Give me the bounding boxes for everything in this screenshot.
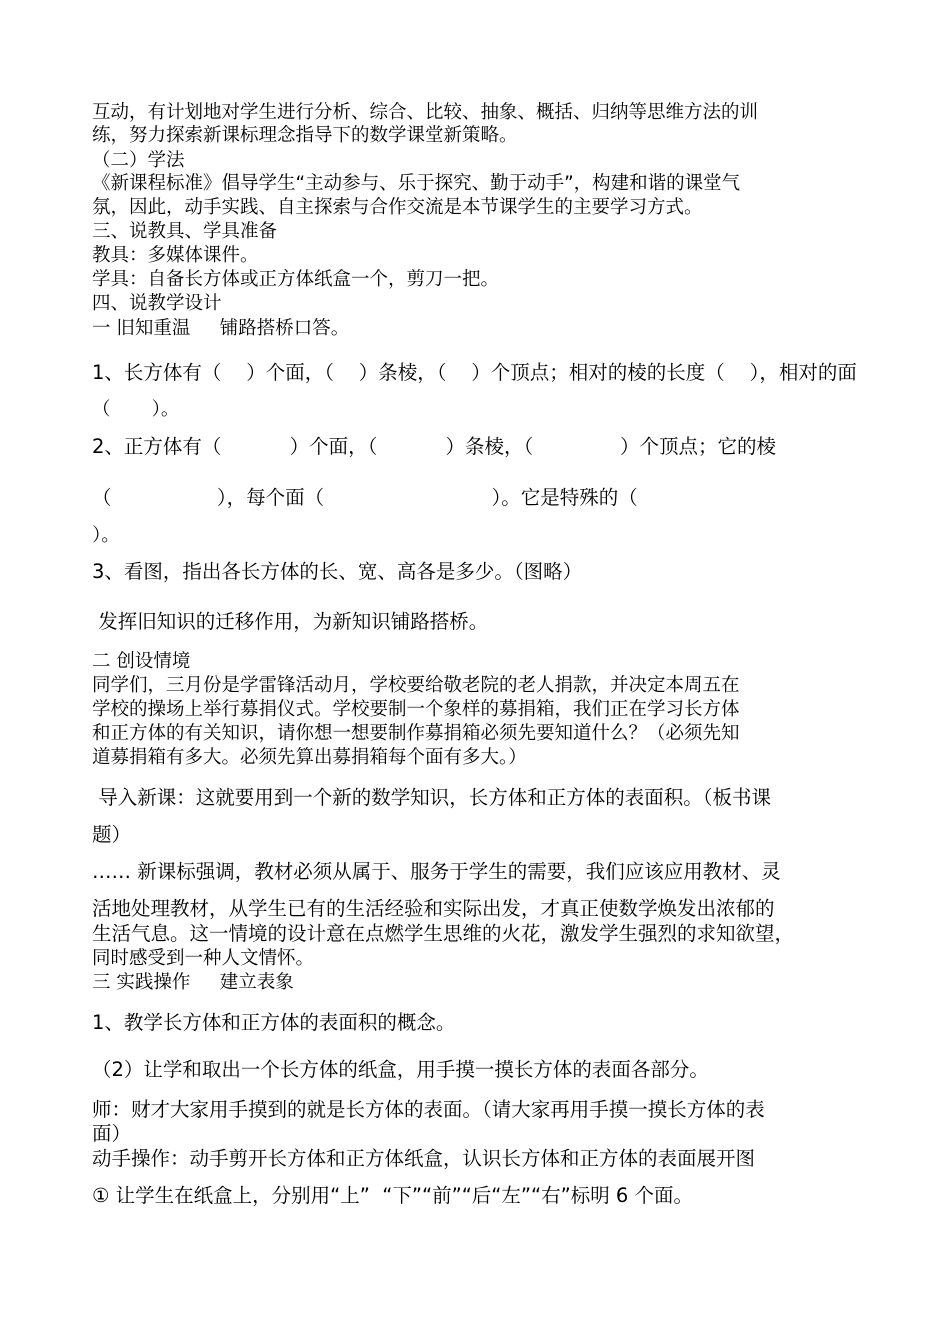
text-line: …… 新课标强调，教材必须从属于、服务于学生的需要，我们应该应用教材、灵 bbox=[92, 860, 781, 883]
text-line: 活地处理教材，从学生已有的生活经验和实际出发，才真正使数学焕发出浓郁的 bbox=[92, 897, 775, 920]
text-line: 学校的操场上举行募捐仪式。学校要制一个象样的募捐箱，我们正在学习长方体 bbox=[92, 699, 740, 720]
section-heading: 三、说教具、学具准备 bbox=[92, 221, 278, 242]
text-line: 发挥旧知识的迁移作用，为新知识铺路搭桥。 bbox=[92, 610, 489, 633]
question-line: ）。 bbox=[92, 525, 120, 546]
text-line: 氛，因此，动手实践、自主探索与合作交流是本节课学生的主要学习方式。 bbox=[92, 197, 703, 218]
section-heading: （二）学法 bbox=[92, 150, 185, 171]
text-line: 教具：多媒体课件。 bbox=[92, 245, 259, 266]
section-heading: 三 实践操作 建立表象 bbox=[92, 972, 294, 993]
text-line: 《新课程标准》倡导学生“主动参与、乐于探究、勤于动手”，构建和谐的课堂气 bbox=[92, 173, 741, 194]
question-line: （ ）。 bbox=[92, 399, 180, 420]
text-line: 同学们，三月份是学雷锋活动月，学校要给敬老院的老人捐款，并决定本周五在 bbox=[92, 675, 740, 696]
text-line: 道募捐箱有多大。必须先算出募捐箱每个面有多大。） bbox=[92, 747, 527, 768]
text-line: 1、教学长方体和正方体的表面积的概念。 bbox=[92, 1011, 456, 1034]
question-line: （ ），每个面（ ）。它是特殊的（ bbox=[92, 486, 638, 509]
text-line: 面） bbox=[92, 1122, 132, 1145]
text-line: 互动，有计划地对学生进行分析、综合、比较、抽象、概括、归纳等思维方法的训 bbox=[92, 102, 759, 123]
question-line: 1、长方体有（ ）个面，（ ）条棱，（ ）个顶点；相对的棱的长度（ ），相对的面 bbox=[92, 361, 857, 384]
text-line: （2）让学和取出一个长方体的纸盒，用手摸一摸长方体的表面各部分。 bbox=[92, 1058, 709, 1081]
text-line: 和正方体的有关知识，请你想一想要制作募捐箱必须先要知道什么？（必须先知 bbox=[92, 723, 740, 744]
text-line: 题） bbox=[92, 823, 132, 846]
text-line: 导入新课：这就要用到一个新的数学知识，长方体和正方体的表面积。（板书课 bbox=[92, 786, 771, 809]
question-line: 2、正方体有（ ）个面，（ ）条棱，（ ）个顶点；它的棱 bbox=[92, 435, 777, 458]
text-line: 同时感受到一种人文情怀。 bbox=[92, 948, 315, 969]
question-line: 3、看图，指出各长方体的长、宽、高各是多少。（图略） bbox=[92, 560, 583, 583]
text-line: 师：财才大家用手摸到的就是长方体的表面。（请大家再用手摸一摸长方体的表 bbox=[92, 1098, 765, 1121]
section-heading: 二 创设情境 bbox=[92, 651, 191, 672]
text-line: 学具：自备长方体或正方体纸盒一个，剪刀一把。 bbox=[92, 269, 500, 290]
text-line: 练，努力探索新课标理念指导下的数学课堂新策略。 bbox=[92, 125, 518, 146]
section-heading: 四、说教学设计 bbox=[92, 293, 222, 314]
text-line: 动手操作：动手剪开长方体和正方体纸盒，认识长方体和正方体的表面展开图 bbox=[92, 1147, 756, 1170]
text-line: 生活气息。这一情境的设计意在点燃学生思维的火花，激发学生强烈的求知欲望， bbox=[92, 922, 795, 945]
section-heading: 一 旧知重温 铺路搭桥口答。 bbox=[92, 318, 350, 339]
text-line: ① 让学生在纸盒上，分别用“上” “下”“前”“后“左”“右”标明 6 个面。 bbox=[92, 1184, 694, 1207]
